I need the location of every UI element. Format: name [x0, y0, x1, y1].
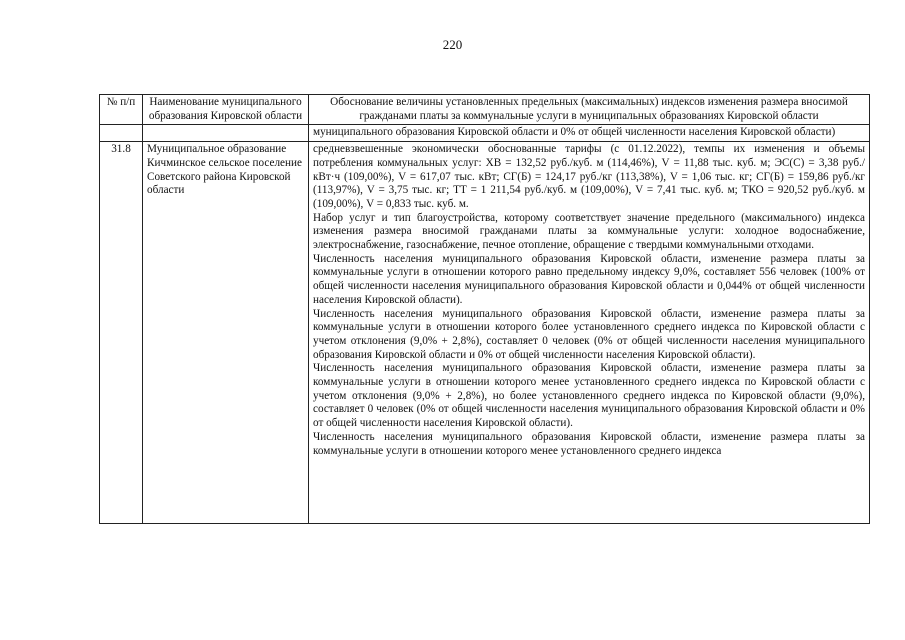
- paragraph-population-below: Численность населения муниципального образования Кировской области, изменение размера платы за коммунальные услуги в отношении которого менее установленного среднего индекса: [313, 430, 865, 457]
- table-row-continuation: [100, 125, 870, 142]
- paragraph-services: Набор услуг и тип благоустройства, которому соответствует значение предельного (максимального) индекса изменения размера вносимой гражданами платы за коммунальные услуги: холодное водоснабжение, электроснабжение, газоснабжение, печное отопление, обращение с твердыми коммунальными отходами.: [313, 211, 865, 252]
- page-number: 220: [442, 37, 463, 52]
- cell-empty-num: [100, 125, 143, 142]
- municipality-name: Муниципальное образование Кичминское сельское поселение Советского района Кировской области: [143, 142, 309, 524]
- table-header-row: [100, 95, 870, 125]
- continuation-text: муниципального образования Кировской области и 0% от общей численности населения Кировской области): [309, 125, 870, 142]
- paragraph-tariffs: средневзвешенные экономически обоснованные тарифы (с 01.12.2022), темпы их изменения и объемы потребления коммунальных услуг: ХВ = 132,52 руб./куб. м (114,46%), V = 11,88 тыс. куб. м; ЭС(С) = 3,38 руб./кВт·ч (109,00%), V = 617,07 тыс. кВт; СГ(Б) = 124,17 руб./кг (113,38%), V = 1,06 тыс. кг; СГ(Б) = 159,86 руб./кг (113,97%), V = 3,75 тыс. кг; ТТ = 1 211,54 руб./куб. м (109,00%), V = 7,41 тыс. куб. м; ТКО = 920,52 руб./куб. м (109,00%), V = 0,833 тыс. куб. м.: [313, 143, 865, 210]
- paragraph-population-equal: Численность населения муниципального образования Кировской области, изменение размера платы за коммунальные услуги в отношении которого равно предельному индексу 9,0%, составляет 556 человек (100% от общей численности населения муниципального образования Кировской области и 0,044% от общей численности населения Кировской области).: [313, 252, 865, 306]
- header-num: № п/п: [100, 95, 143, 125]
- justification-table: [99, 94, 870, 524]
- paragraph-population-between: Численность населения муниципального образования Кировской области, изменение размера платы за коммунальные услуги в отношении которого менее установленного среднего индекса по Кировской области с учетом отклонения (9,0% + 2,8%), но более установленного среднего индекса по Кировской области (9,0%), составляет 0 человек (0% от общей численности населения муниципального образования Кировской области и 0% от общей численности населения Кировской области).: [313, 362, 865, 430]
- header-name: Наименование муниципального образования Кировской области: [143, 95, 309, 125]
- row-number: 31.8: [100, 142, 143, 524]
- cell-empty-name: [143, 125, 309, 142]
- table-row: [100, 142, 870, 524]
- justification-cell: [309, 142, 870, 524]
- header-justification: Обоснование величины установленных предельных (максимальных) индексов изменения размера вносимой гражданами платы за коммунальные услуги в муниципальных образованиях Кировской области: [309, 95, 870, 125]
- paragraph-population-above: Численность населения муниципального образования Кировской области, изменение размера платы за коммунальные услуги в отношении которого более установленного среднего индекса по Кировской области с учетом отклонения (9,0% + 2,8%), составляет 0 человек (0% от общей численности населения муниципального образования Кировской области и 0% от общей численности населения Кировской области).: [313, 307, 865, 361]
